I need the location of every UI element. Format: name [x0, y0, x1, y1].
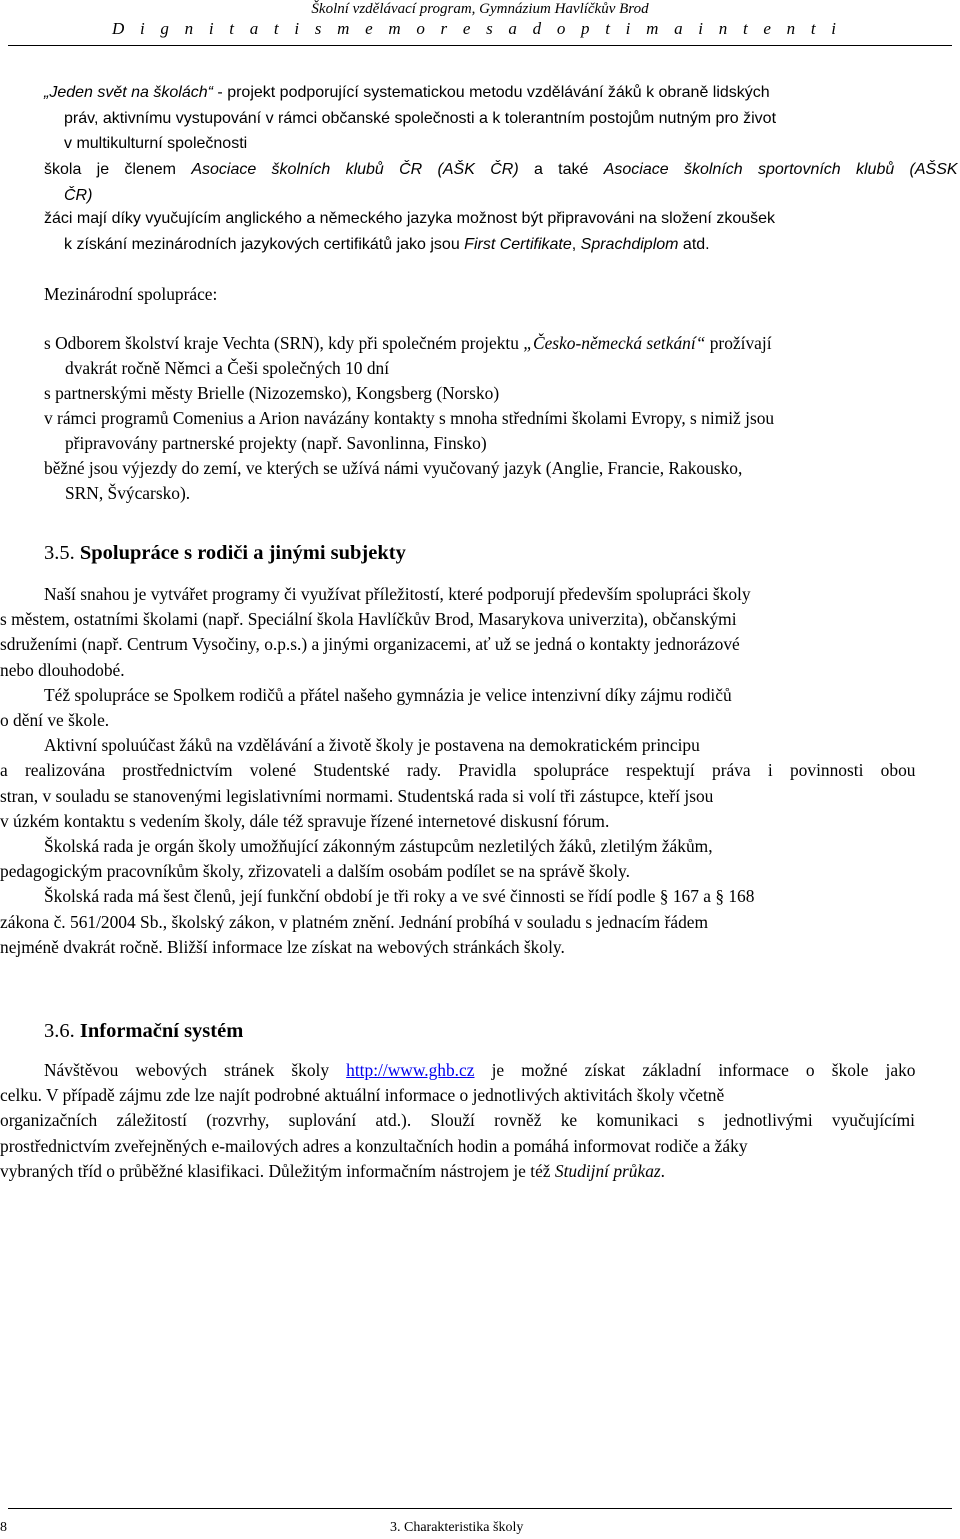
text-line: nebo dlouhodobé. — [0, 659, 125, 680]
text-line: s městem, ostatními školami (např. Speciální škola Havlíčkův Brod, Masarykova univerzita), občanskými — [0, 609, 737, 630]
bullet-comenius — [44, 406, 958, 455]
header-divider — [8, 45, 952, 46]
bullet-line: k získání mezinárodních jazykových certifikátů jako jsou First Certifikate, Sprachdiplom atd. — [64, 235, 710, 253]
text-line: v úzkém kontaktu s vedením školy, dále též spravuje řízené internetové diskusní fórum. — [0, 810, 610, 831]
bullet-line: práv, aktivnímu vystupování v rámci občanské společnosti a k tolerantním postojům nutným pro život — [64, 109, 777, 127]
page-number: 8 — [0, 1520, 7, 1535]
text-line: celku. V případě zájmu zde lze najít podrobné aktuální informace o jednotlivých aktivitách školy včetně — [0, 1085, 725, 1106]
bullet-partner-cities — [44, 381, 958, 406]
bullet-line: „Jeden svět na školách“ - projekt podporující systematickou metodu vzdělávání žáků k obraně lidských — [44, 84, 770, 101]
text-line: sdruženími (např. Centrum Vysočiny, o.p.s.) a jinými organizacemi, ať už se jedná o kontakty jednorázové — [0, 634, 740, 655]
text-line: Též spolupráce se Spolkem rodičů a přátel našeho gymnázia je velice intenzivní díky zájmu rodičů — [44, 684, 732, 705]
bullet-line: ČR) — [64, 186, 93, 204]
text-line: Školská rada má šest členů, její funkční období je tři roky a ve své činnosti se řídí podle § 167 a § 168 — [44, 886, 755, 907]
header-motto: D i g n i t a t i s m e m o r e s a d o p t i m a i n t e n t i — [112, 19, 836, 38]
section-3-5-text — [0, 582, 960, 960]
bullet-vyjezdy — [44, 456, 958, 505]
text-line: Návštěvou webových stránek školy http://www.ghb.cz je možné získat základní informace o škole jako — [44, 1060, 916, 1080]
text-line: Aktivní spoluúčast žáků na vzdělávání a životě školy je postavena na demokratickém principu — [44, 735, 700, 756]
text-line: a realizována prostřednictvím volené Studentské rady. Pravidla spolupráce respektují práva i povinnosti obou — [0, 760, 916, 781]
header-title: Školní vzdělávací program, Gymnázium Havlíčkův Brod — [311, 1, 649, 17]
footer-divider — [8, 1508, 952, 1509]
bullet-line: běžné jsou výjezdy do zemí, ve kterých se užívá námi vyučovaný jazyk (Anglie, Francie, Rakousko, — [44, 458, 743, 478]
footer-chapter: 3. Charakteristika školy — [390, 1520, 524, 1535]
text-line: nejméně dvakrát ročně. Bližší informace lze získat na webových stránkách školy. — [0, 936, 565, 957]
text-line: zákona č. 561/2004 Sb., školský zákon, v platném znění. Jednání probíhá v souladu s jednacím řádem — [0, 911, 709, 932]
section-heading-3-6: 3.6. Informační systém — [44, 1020, 244, 1042]
bullet-line: SRN, Švýcarsko). — [65, 482, 191, 503]
bullet-line: v multikulturní společnosti — [64, 135, 248, 152]
bullet-ask — [44, 157, 958, 208]
bullet-line: v rámci programů Comenius a Arion navázány kontakty s mnoha středními školami Evropy, s nimiž jsou — [44, 408, 775, 428]
bullet-line: připravovány partnerské projekty (např. Savonlinna, Finsko) — [65, 432, 487, 453]
text-line: organizačních záležitostí (rozvrhy, suplování atd.). Slouží rovněž ke komunikaci s jednotlivými vyučujícími — [0, 1110, 915, 1131]
bullet-line: žáci mají díky vyučujícím anglického a německého jazyka možnost být připravováni na složení zkoušek — [44, 210, 776, 227]
bullet-line: dvakrát ročně Němci a Češi společných 10 dní — [65, 357, 390, 378]
text-line: o dění ve škole. — [0, 710, 110, 731]
bullet-line: s Odborem školství kraje Vechta (SRN), kdy při společném projektu „Česko-německá setkání“ prožívají — [44, 333, 772, 353]
school-website-link[interactable]: http://www.ghb.cz — [346, 1060, 475, 1080]
text-line: Školská rada je orgán školy umožňující zákonným zástupcům nezletilých žáků, zletilým žákům, — [44, 836, 713, 857]
bullet-certifikaty — [44, 206, 958, 257]
intl-heading: Mezinárodní spolupráce: — [44, 284, 218, 304]
text-line: vybraných tříd o průběžné klasifikaci. Důležitým informačním nástrojem je též Studijní průkaz. — [0, 1160, 666, 1181]
bullet-line: s partnerskými městy Brielle (Nizozemsko), Kongsberg (Norsko) — [44, 383, 500, 403]
section-3-6-text — [0, 1058, 960, 1184]
section-heading-3-5: 3.5. Spolupráce s rodiči a jinými subjekty — [44, 542, 406, 564]
bullet-vechta — [44, 331, 958, 380]
text-line: stran, v souladu se stanovenými legislativními normami. Studentská rada si volí tři zástupce, kteří jsou — [0, 785, 714, 806]
text-line: prostřednictvím zveřejněných e-mailových adres a konzultačních hodin a pomáhá informovat rodiče a žáky — [0, 1135, 748, 1156]
text-line: pedagogickým pracovníkům školy, zřizovateli a dalším osobám podílet se na správě školy. — [0, 861, 630, 882]
text-line: Naší snahou je vytvářet programy či využívat příležitostí, které podporují především spolupráci školy — [44, 584, 751, 604]
bullet-line: škola je členem Asociace školních klubů ČR (AŠK ČR) a také Asociace školních sportovních klubů (AŠSK — [44, 161, 958, 178]
bullet-jeden-svet — [44, 80, 958, 157]
